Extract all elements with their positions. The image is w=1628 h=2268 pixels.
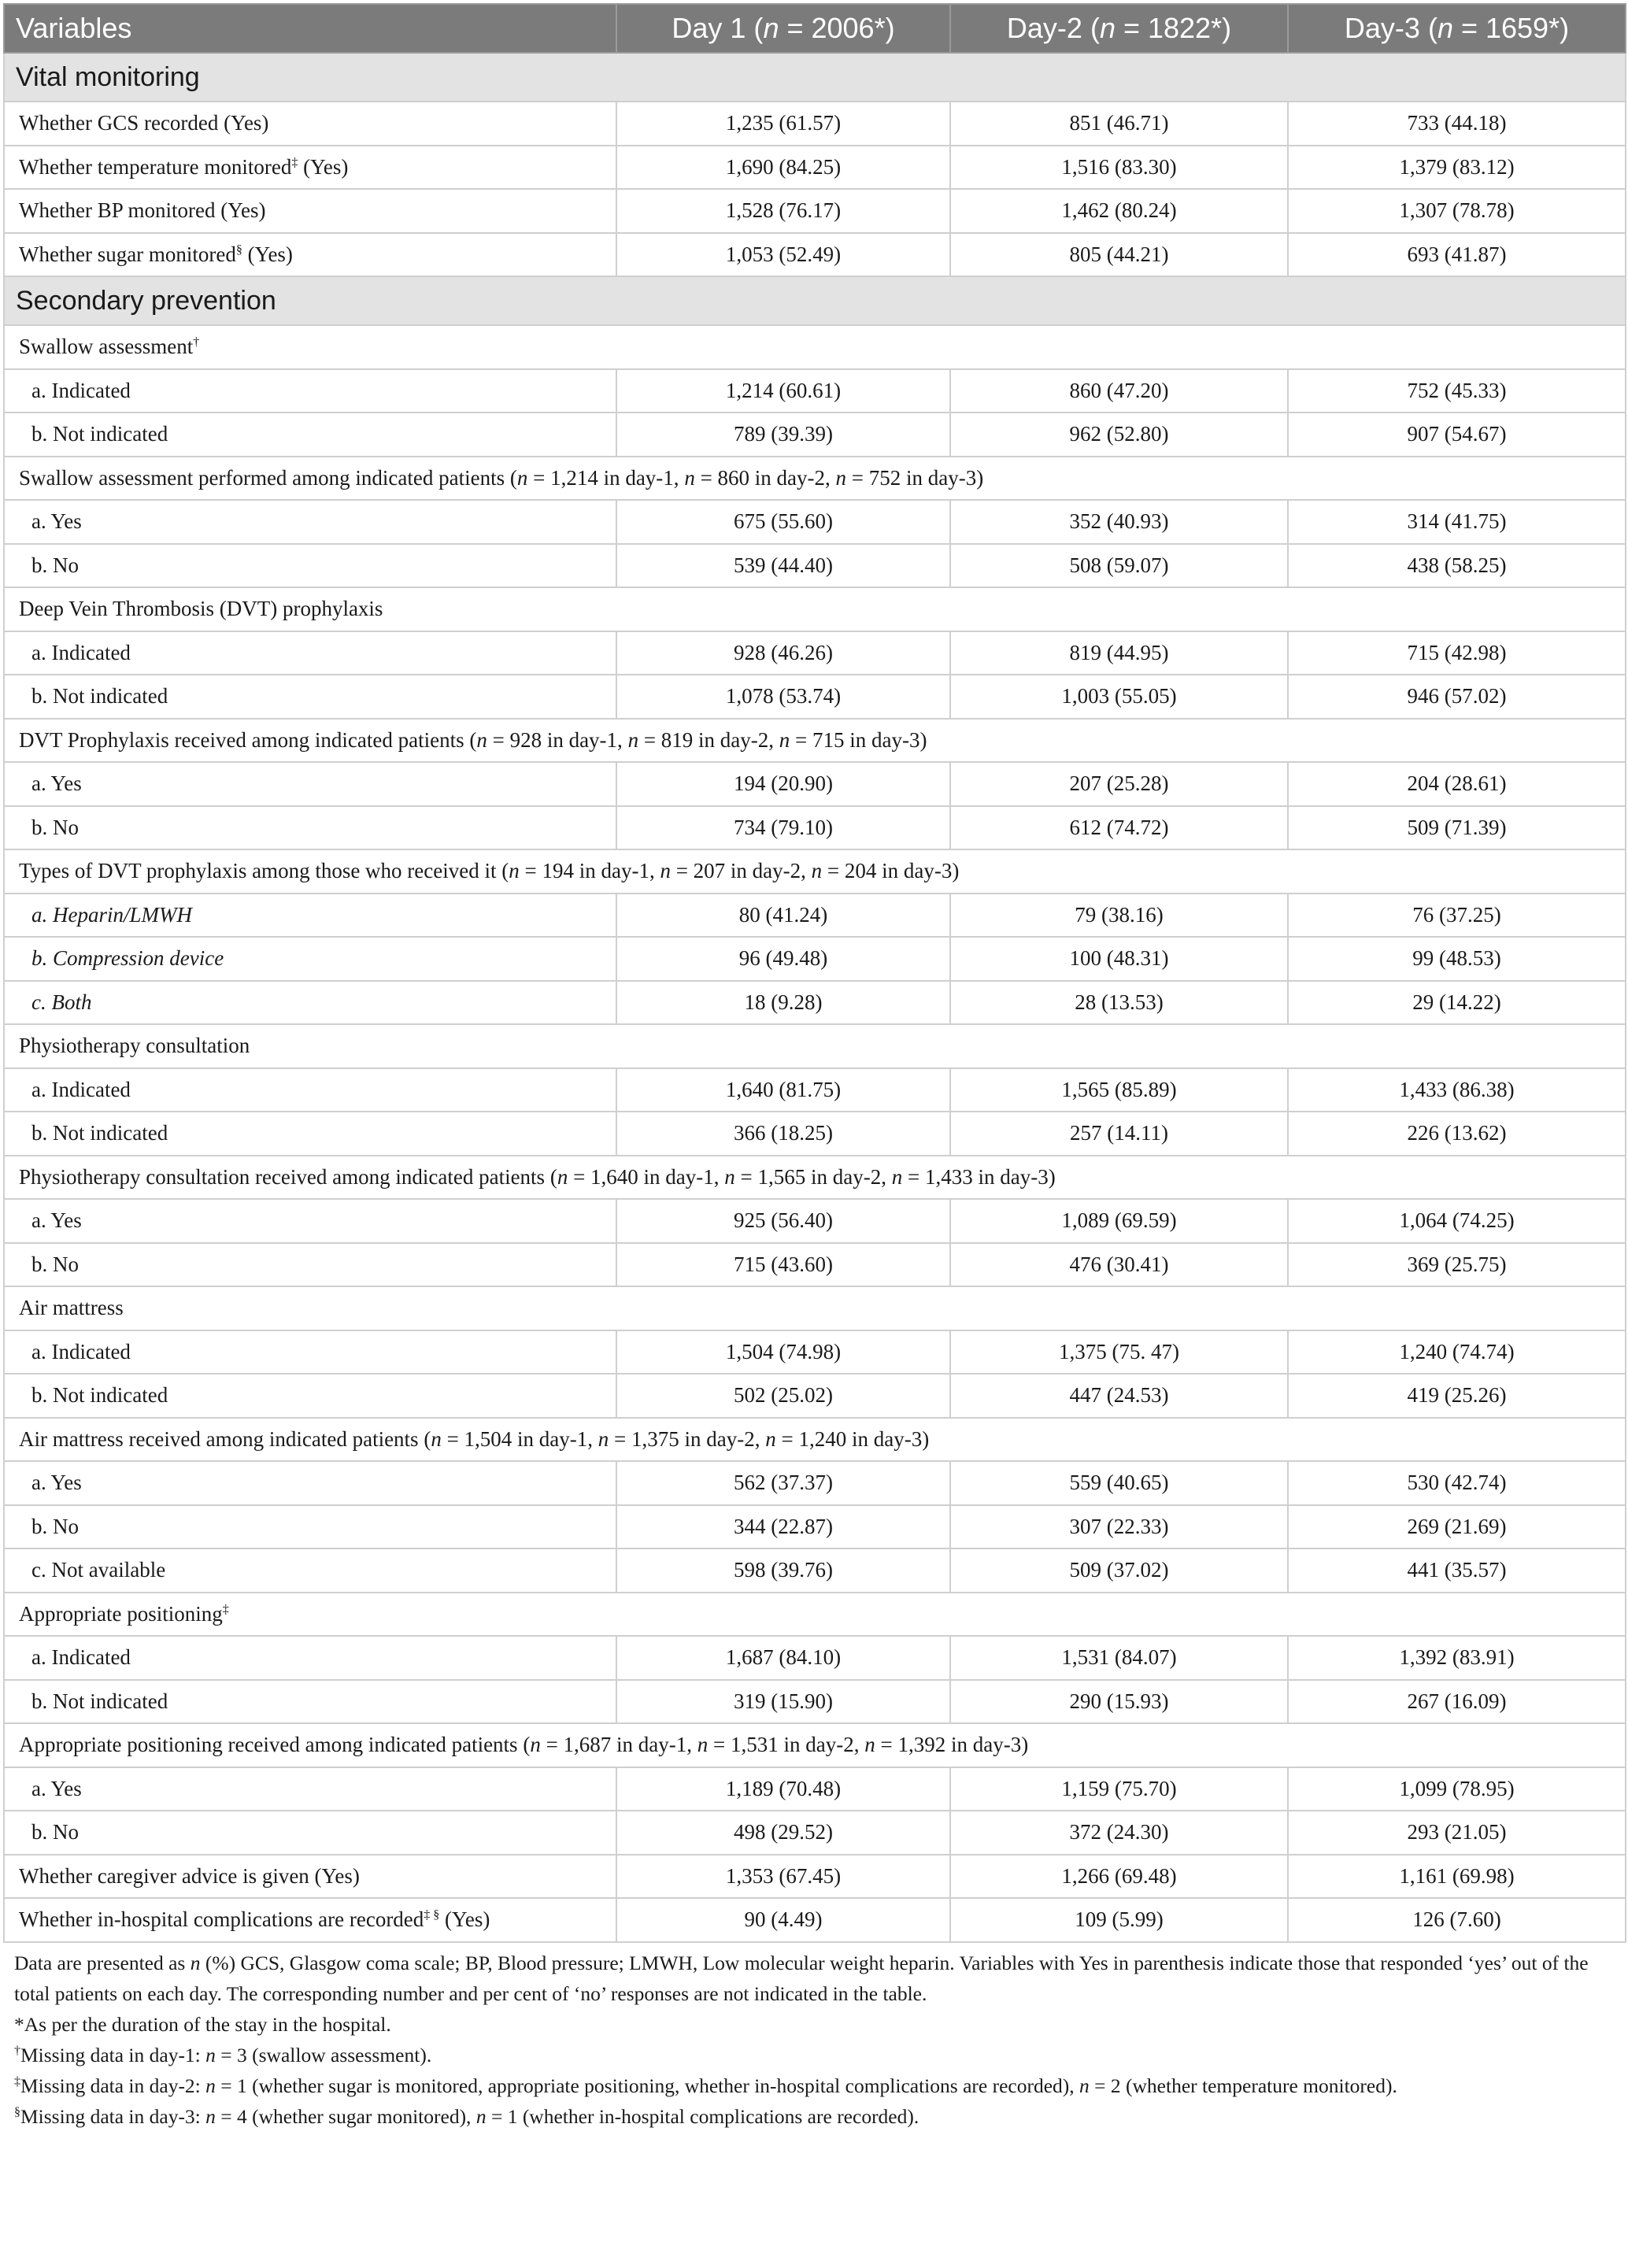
footnote-mark: ‡	[291, 155, 298, 169]
cell-day1: 789 (39.39)	[616, 413, 950, 457]
row-label: a. Indicated	[4, 1330, 616, 1374]
cell-day1: 562 (37.37)	[616, 1461, 950, 1505]
cell-day2: 1,531 (84.07)	[950, 1636, 1288, 1680]
table-row	[4, 937, 1626, 981]
row-label: b. No	[4, 806, 616, 850]
footnote-double-dagger: ‡Missing data in day-2: n = 1 (whether sugar is monitored, appropriate positioning, whether in-hospital complications are recorded), n = 2 (whether temperature monitored).	[14, 2074, 1397, 2097]
group-row	[4, 1593, 1626, 1637]
table-body	[4, 53, 1626, 1942]
group-label: Air mattress received among indicated patients (n = 1,504 in day-1, n = 1,375 in day-2, n = 1,240 in day-3)	[4, 1418, 1626, 1462]
table-row	[4, 1461, 1626, 1505]
cell-day3: 530 (42.74)	[1288, 1461, 1626, 1505]
cell-day2: 1,375 (75. 47)	[950, 1330, 1288, 1374]
row-label: a. Yes	[4, 1199, 616, 1243]
group-row	[4, 1156, 1626, 1200]
cell-day2: 257 (14.11)	[950, 1112, 1288, 1156]
cell-day2: 819 (44.95)	[950, 631, 1288, 675]
cell-day3: 99 (48.53)	[1288, 937, 1626, 981]
cell-day2: 109 (5.99)	[950, 1898, 1288, 1942]
table-row	[4, 1855, 1626, 1899]
cell-day1: 194 (20.90)	[616, 762, 950, 806]
cell-day3: 1,392 (83.91)	[1288, 1636, 1626, 1680]
cell-day2: 1,089 (69.59)	[950, 1199, 1288, 1243]
table-row	[4, 1330, 1626, 1374]
footnote-mark: ‡	[222, 1602, 229, 1616]
group-label: Swallow assessment performed among indicated patients (n = 1,214 in day-1, n = 860 in day-2, n = 752 in day-3)	[4, 457, 1626, 501]
row-label: a. Yes	[4, 1461, 616, 1505]
cell-day2: 1,266 (69.48)	[950, 1855, 1288, 1899]
table-row	[4, 1811, 1626, 1855]
cell-day3: 1,099 (78.95)	[1288, 1767, 1626, 1811]
row-label: b. No	[4, 1811, 616, 1855]
header-day1: Day 1 (n = 2006*)	[616, 4, 950, 53]
cell-day3: 733 (44.18)	[1288, 102, 1626, 146]
cell-day2: 476 (30.41)	[950, 1243, 1288, 1287]
cell-day3: 1,161 (69.98)	[1288, 1855, 1626, 1899]
row-label: a. Indicated	[4, 369, 616, 413]
cell-day1: 1,078 (53.74)	[616, 675, 950, 719]
group-label: Appropriate positioning received among indicated patients (n = 1,687 in day-1, n = 1,531 in day-2, n = 1,392 in day-3)	[4, 1723, 1626, 1767]
table-row	[4, 1243, 1626, 1287]
cell-day2: 962 (52.80)	[950, 413, 1288, 457]
cell-day2: 1,565 (85.89)	[950, 1068, 1288, 1112]
cell-day2: 100 (48.31)	[950, 937, 1288, 981]
cell-day3: 1,379 (83.12)	[1288, 146, 1626, 190]
table-row	[4, 981, 1626, 1025]
table-footnotes	[3, 1943, 1625, 2132]
row-label: b. No	[4, 1505, 616, 1549]
cell-day3: 29 (14.22)	[1288, 981, 1626, 1025]
group-row	[4, 719, 1626, 763]
group-label: Types of DVT prophylaxis among those who received it (n = 194 in day-1, n = 207 in day-2, n = 204 in day-3)	[4, 849, 1626, 894]
row-label: b. Not indicated	[4, 1680, 616, 1724]
cell-day1: 498 (29.52)	[616, 1811, 950, 1855]
row-label: b. Compression device	[4, 937, 616, 981]
table-row	[4, 1112, 1626, 1156]
cell-day3: 369 (25.75)	[1288, 1243, 1626, 1287]
cell-day3: 126 (7.60)	[1288, 1898, 1626, 1942]
row-label: b. No	[4, 544, 616, 588]
cell-day2: 805 (44.21)	[950, 233, 1288, 277]
cell-day1: 502 (25.02)	[616, 1374, 950, 1418]
cell-day1: 1,235 (61.57)	[616, 102, 950, 146]
cell-day3: 1,240 (74.74)	[1288, 1330, 1626, 1374]
section-title: Vital monitoring	[4, 53, 1626, 102]
table-row	[4, 1636, 1626, 1680]
group-row	[4, 587, 1626, 631]
cell-day3: 226 (13.62)	[1288, 1112, 1626, 1156]
cell-day1: 1,053 (52.49)	[616, 233, 950, 277]
section-row	[4, 53, 1626, 102]
row-label: Whether GCS recorded (Yes)	[4, 102, 616, 146]
table-row	[4, 146, 1626, 190]
table-row	[4, 1898, 1626, 1942]
table-row	[4, 1767, 1626, 1811]
row-label: a. Yes	[4, 762, 616, 806]
cell-day3: 693 (41.87)	[1288, 233, 1626, 277]
cell-day2: 352 (40.93)	[950, 500, 1288, 544]
table-row	[4, 762, 1626, 806]
group-label: DVT Prophylaxis received among indicated patients (n = 928 in day-1, n = 819 in day-2, n = 715 in day-3)	[4, 719, 1626, 763]
cell-day1: 734 (79.10)	[616, 806, 950, 850]
section-title: Secondary prevention	[4, 276, 1626, 325]
table-row	[4, 500, 1626, 544]
row-label: a. Indicated	[4, 631, 616, 675]
group-label: Physiotherapy consultation	[4, 1024, 1626, 1068]
cell-day3: 509 (71.39)	[1288, 806, 1626, 850]
header-variables: Variables	[4, 4, 616, 53]
results-table	[3, 3, 1626, 1943]
group-label: Physiotherapy consultation received among indicated patients (n = 1,640 in day-1, n = 1,565 in day-2, n = 1,433 in day-3)	[4, 1156, 1626, 1200]
cell-day1: 90 (4.49)	[616, 1898, 950, 1942]
cell-day3: 752 (45.33)	[1288, 369, 1626, 413]
cell-day1: 366 (18.25)	[616, 1112, 950, 1156]
header-day2: Day-2 (n = 1822*)	[950, 4, 1288, 53]
cell-day3: 946 (57.02)	[1288, 675, 1626, 719]
group-row	[4, 325, 1626, 369]
cell-day1: 1,690 (84.25)	[616, 146, 950, 190]
cell-day1: 1,640 (81.75)	[616, 1068, 950, 1112]
group-row	[4, 1286, 1626, 1330]
table-row	[4, 675, 1626, 719]
cell-day1: 319 (15.90)	[616, 1680, 950, 1724]
group-row	[4, 849, 1626, 894]
row-label: a. Indicated	[4, 1636, 616, 1680]
footnote-general: Data are presented as n (%) GCS, Glasgow coma scale; BP, Blood pressure; LMWH, Low molecular weight heparin. Variables with Yes in parenthesis indicate those that responded ‘yes’ out of the total patients on each day. The corresponding number and per cent of ‘no’ responses are not indicated in the table.	[14, 1951, 1589, 2005]
table-header	[4, 4, 1626, 53]
row-label: a. Yes	[4, 500, 616, 544]
cell-day1: 1,504 (74.98)	[616, 1330, 950, 1374]
cell-day1: 928 (46.26)	[616, 631, 950, 675]
cell-day3: 1,433 (86.38)	[1288, 1068, 1626, 1112]
cell-day1: 96 (49.48)	[616, 937, 950, 981]
row-label: b. Not indicated	[4, 1374, 616, 1418]
cell-day1: 598 (39.76)	[616, 1548, 950, 1593]
cell-day1: 1,214 (60.61)	[616, 369, 950, 413]
cell-day2: 307 (22.33)	[950, 1505, 1288, 1549]
cell-day3: 1,064 (74.25)	[1288, 1199, 1626, 1243]
cell-day2: 290 (15.93)	[950, 1680, 1288, 1724]
group-row	[4, 457, 1626, 501]
table-row	[4, 1548, 1626, 1593]
cell-day2: 1,516 (83.30)	[950, 146, 1288, 190]
cell-day3: 204 (28.61)	[1288, 762, 1626, 806]
group-label: Deep Vein Thrombosis (DVT) prophylaxis	[4, 587, 1626, 631]
cell-day3: 76 (37.25)	[1288, 894, 1626, 938]
cell-day3: 438 (58.25)	[1288, 544, 1626, 588]
row-label: a. Heparin/LMWH	[4, 894, 616, 938]
cell-day2: 1,003 (55.05)	[950, 675, 1288, 719]
footnote-dagger: †Missing data in day-1: n = 3 (swallow assessment).	[14, 2043, 432, 2066]
cell-day1: 18 (9.28)	[616, 981, 950, 1025]
cell-day2: 1,159 (75.70)	[950, 1767, 1288, 1811]
row-label: a. Yes	[4, 1767, 616, 1811]
cell-day3: 715 (42.98)	[1288, 631, 1626, 675]
table-row	[4, 369, 1626, 413]
cell-day2: 207 (25.28)	[950, 762, 1288, 806]
section-row	[4, 276, 1626, 325]
group-row	[4, 1418, 1626, 1462]
cell-day1: 344 (22.87)	[616, 1505, 950, 1549]
group-row	[4, 1723, 1626, 1767]
cell-day3: 314 (41.75)	[1288, 500, 1626, 544]
cell-day1: 1,189 (70.48)	[616, 1767, 950, 1811]
cell-day2: 1,462 (80.24)	[950, 189, 1288, 233]
cell-day3: 269 (21.69)	[1288, 1505, 1626, 1549]
footnote-mark: ‡ §	[424, 1908, 440, 1922]
table-row	[4, 544, 1626, 588]
row-label: Whether BP monitored (Yes)	[4, 189, 616, 233]
row-label: b. Not indicated	[4, 1112, 616, 1156]
group-row	[4, 1024, 1626, 1068]
cell-day1: 715 (43.60)	[616, 1243, 950, 1287]
cell-day2: 447 (24.53)	[950, 1374, 1288, 1418]
cell-day2: 559 (40.65)	[950, 1461, 1288, 1505]
row-label: Whether sugar monitored§ (Yes)	[4, 233, 616, 277]
row-label: a. Indicated	[4, 1068, 616, 1112]
cell-day1: 675 (55.60)	[616, 500, 950, 544]
cell-day1: 1,353 (67.45)	[616, 1855, 950, 1899]
row-label: b. Not indicated	[4, 413, 616, 457]
cell-day3: 267 (16.09)	[1288, 1680, 1626, 1724]
row-label: c. Not available	[4, 1548, 616, 1593]
footnote-mark: §	[235, 242, 242, 257]
cell-day2: 508 (59.07)	[950, 544, 1288, 588]
row-label: c. Both	[4, 981, 616, 1025]
row-label: Whether in-hospital complications are recorded‡ § (Yes)	[4, 1898, 616, 1942]
group-label: Appropriate positioning‡	[4, 1593, 1626, 1637]
footnote-mark: †	[193, 335, 200, 350]
cell-day3: 419 (25.26)	[1288, 1374, 1626, 1418]
row-label: Whether caregiver advice is given (Yes)	[4, 1855, 616, 1899]
table-row	[4, 189, 1626, 233]
table-row	[4, 1199, 1626, 1243]
cell-day1: 1,687 (84.10)	[616, 1636, 950, 1680]
cell-day1: 1,528 (76.17)	[616, 189, 950, 233]
group-label: Swallow assessment†	[4, 325, 1626, 369]
table-row	[4, 102, 1626, 146]
row-label: Whether temperature monitored‡ (Yes)	[4, 146, 616, 190]
cell-day2: 612 (74.72)	[950, 806, 1288, 850]
cell-day3: 441 (35.57)	[1288, 1548, 1626, 1593]
group-label: Air mattress	[4, 1286, 1626, 1330]
footnote-asterisk: *As per the duration of the stay in the hospital.	[14, 2012, 391, 2036]
cell-day2: 509 (37.02)	[950, 1548, 1288, 1593]
cell-day1: 80 (41.24)	[616, 894, 950, 938]
cell-day2: 79 (38.16)	[950, 894, 1288, 938]
cell-day2: 860 (47.20)	[950, 369, 1288, 413]
cell-day1: 539 (44.40)	[616, 544, 950, 588]
cell-day2: 28 (13.53)	[950, 981, 1288, 1025]
cell-day3: 1,307 (78.78)	[1288, 189, 1626, 233]
table-row	[4, 413, 1626, 457]
cell-day2: 851 (46.71)	[950, 102, 1288, 146]
footnote-section: §Missing data in day-3: n = 4 (whether sugar monitored), n = 1 (whether in-hospital complications are recorded).	[14, 2104, 919, 2128]
table-row	[4, 1374, 1626, 1418]
cell-day3: 907 (54.67)	[1288, 413, 1626, 457]
cell-day2: 372 (24.30)	[950, 1811, 1288, 1855]
row-label: b. Not indicated	[4, 675, 616, 719]
cell-day3: 293 (21.05)	[1288, 1811, 1626, 1855]
row-label: b. No	[4, 1243, 616, 1287]
table-row	[4, 806, 1626, 850]
table-row	[4, 894, 1626, 938]
cell-day1: 925 (56.40)	[616, 1199, 950, 1243]
header-day3: Day-3 (n = 1659*)	[1288, 4, 1626, 53]
table-row	[4, 1505, 1626, 1549]
table-row	[4, 1680, 1626, 1724]
table-row	[4, 631, 1626, 675]
table-row	[4, 1068, 1626, 1112]
table-row	[4, 233, 1626, 277]
